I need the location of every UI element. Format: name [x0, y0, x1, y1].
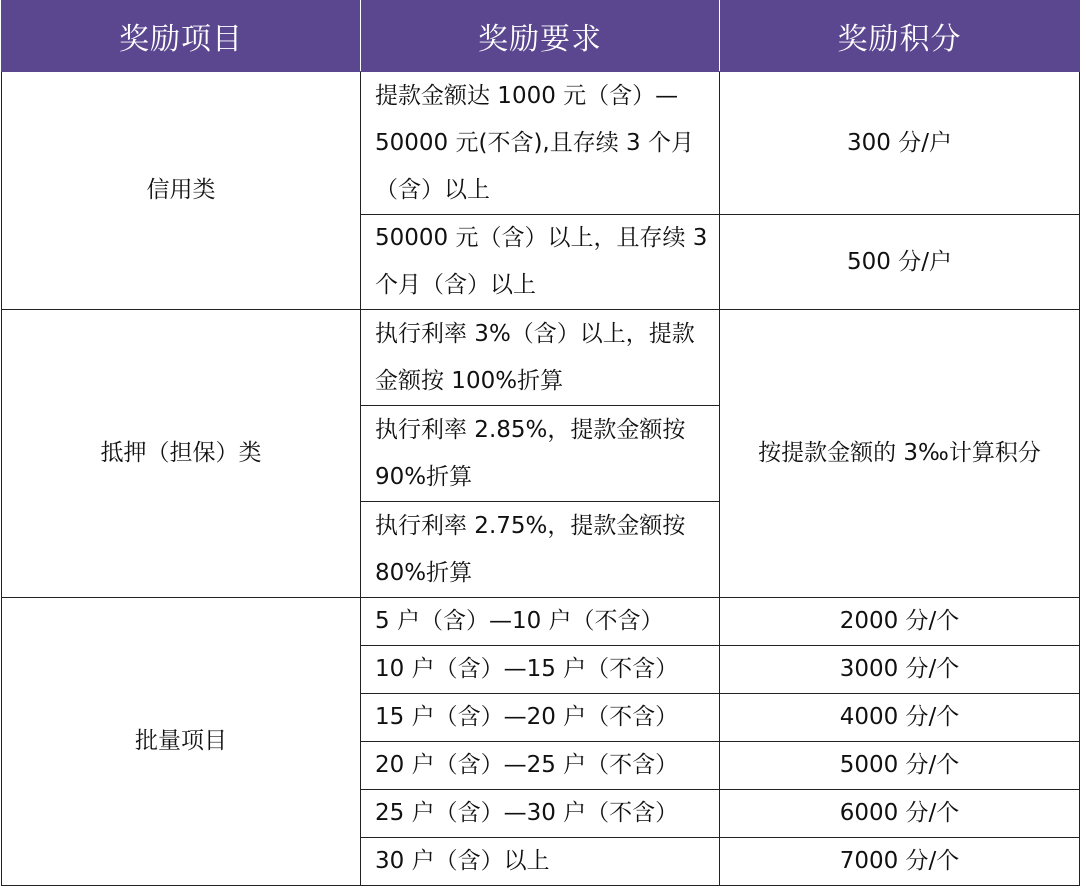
requirement-cell: 执行利率 2.75%，提款金额按 80%折算: [361, 502, 720, 598]
category-cell-credit: 信用类: [2, 72, 361, 310]
points-cell: 4000 分/个: [720, 694, 1080, 742]
category-cell-mortgage: 抵押（担保）类: [2, 310, 361, 598]
points-cell: 500 分/户: [720, 215, 1080, 310]
requirement-cell: 25 户（含）—30 户（不含）: [361, 790, 720, 838]
header-reward-requirement: 奖励要求: [361, 1, 720, 72]
points-cell: 6000 分/个: [720, 790, 1080, 838]
requirement-cell: 提款金额达 1000 元（含）—50000 元(不含),且存续 3 个月（含）以上: [361, 72, 720, 215]
requirement-cell: 10 户（含）—15 户（不含）: [361, 646, 720, 694]
requirement-cell: 5 户（含）—10 户（不含）: [361, 598, 720, 646]
points-cell: 7000 分/个: [720, 838, 1080, 886]
header-row: [2, 1, 1080, 72]
requirement-cell: 15 户（含）—20 户（不含）: [361, 694, 720, 742]
table-row: [2, 598, 1080, 646]
header-reward-points: 奖励积分: [720, 1, 1080, 72]
requirement-cell: 50000 元（含）以上，且存续 3 个月（含）以上: [361, 215, 720, 310]
points-cell: 300 分/户: [720, 72, 1080, 215]
requirement-cell: 执行利率 2.85%，提款金额按 90%折算: [361, 406, 720, 502]
table-row: [2, 72, 1080, 215]
requirement-cell: 执行利率 3%（含）以上，提款金额按 100%折算: [361, 310, 720, 406]
points-cell: 3000 分/个: [720, 646, 1080, 694]
points-cell: 2000 分/个: [720, 598, 1080, 646]
requirement-cell: 30 户（含）以上: [361, 838, 720, 886]
reward-table: [1, 0, 1080, 886]
points-cell: 5000 分/个: [720, 742, 1080, 790]
points-cell-mortgage: 按提款金额的 3‰计算积分: [720, 310, 1080, 598]
table-row: [2, 310, 1080, 406]
category-cell-batch: 批量项目: [2, 598, 361, 886]
requirement-cell: 20 户（含）—25 户（不含）: [361, 742, 720, 790]
header-reward-item: 奖励项目: [2, 1, 361, 72]
table-body: [2, 72, 1080, 886]
table-header: [2, 1, 1080, 72]
